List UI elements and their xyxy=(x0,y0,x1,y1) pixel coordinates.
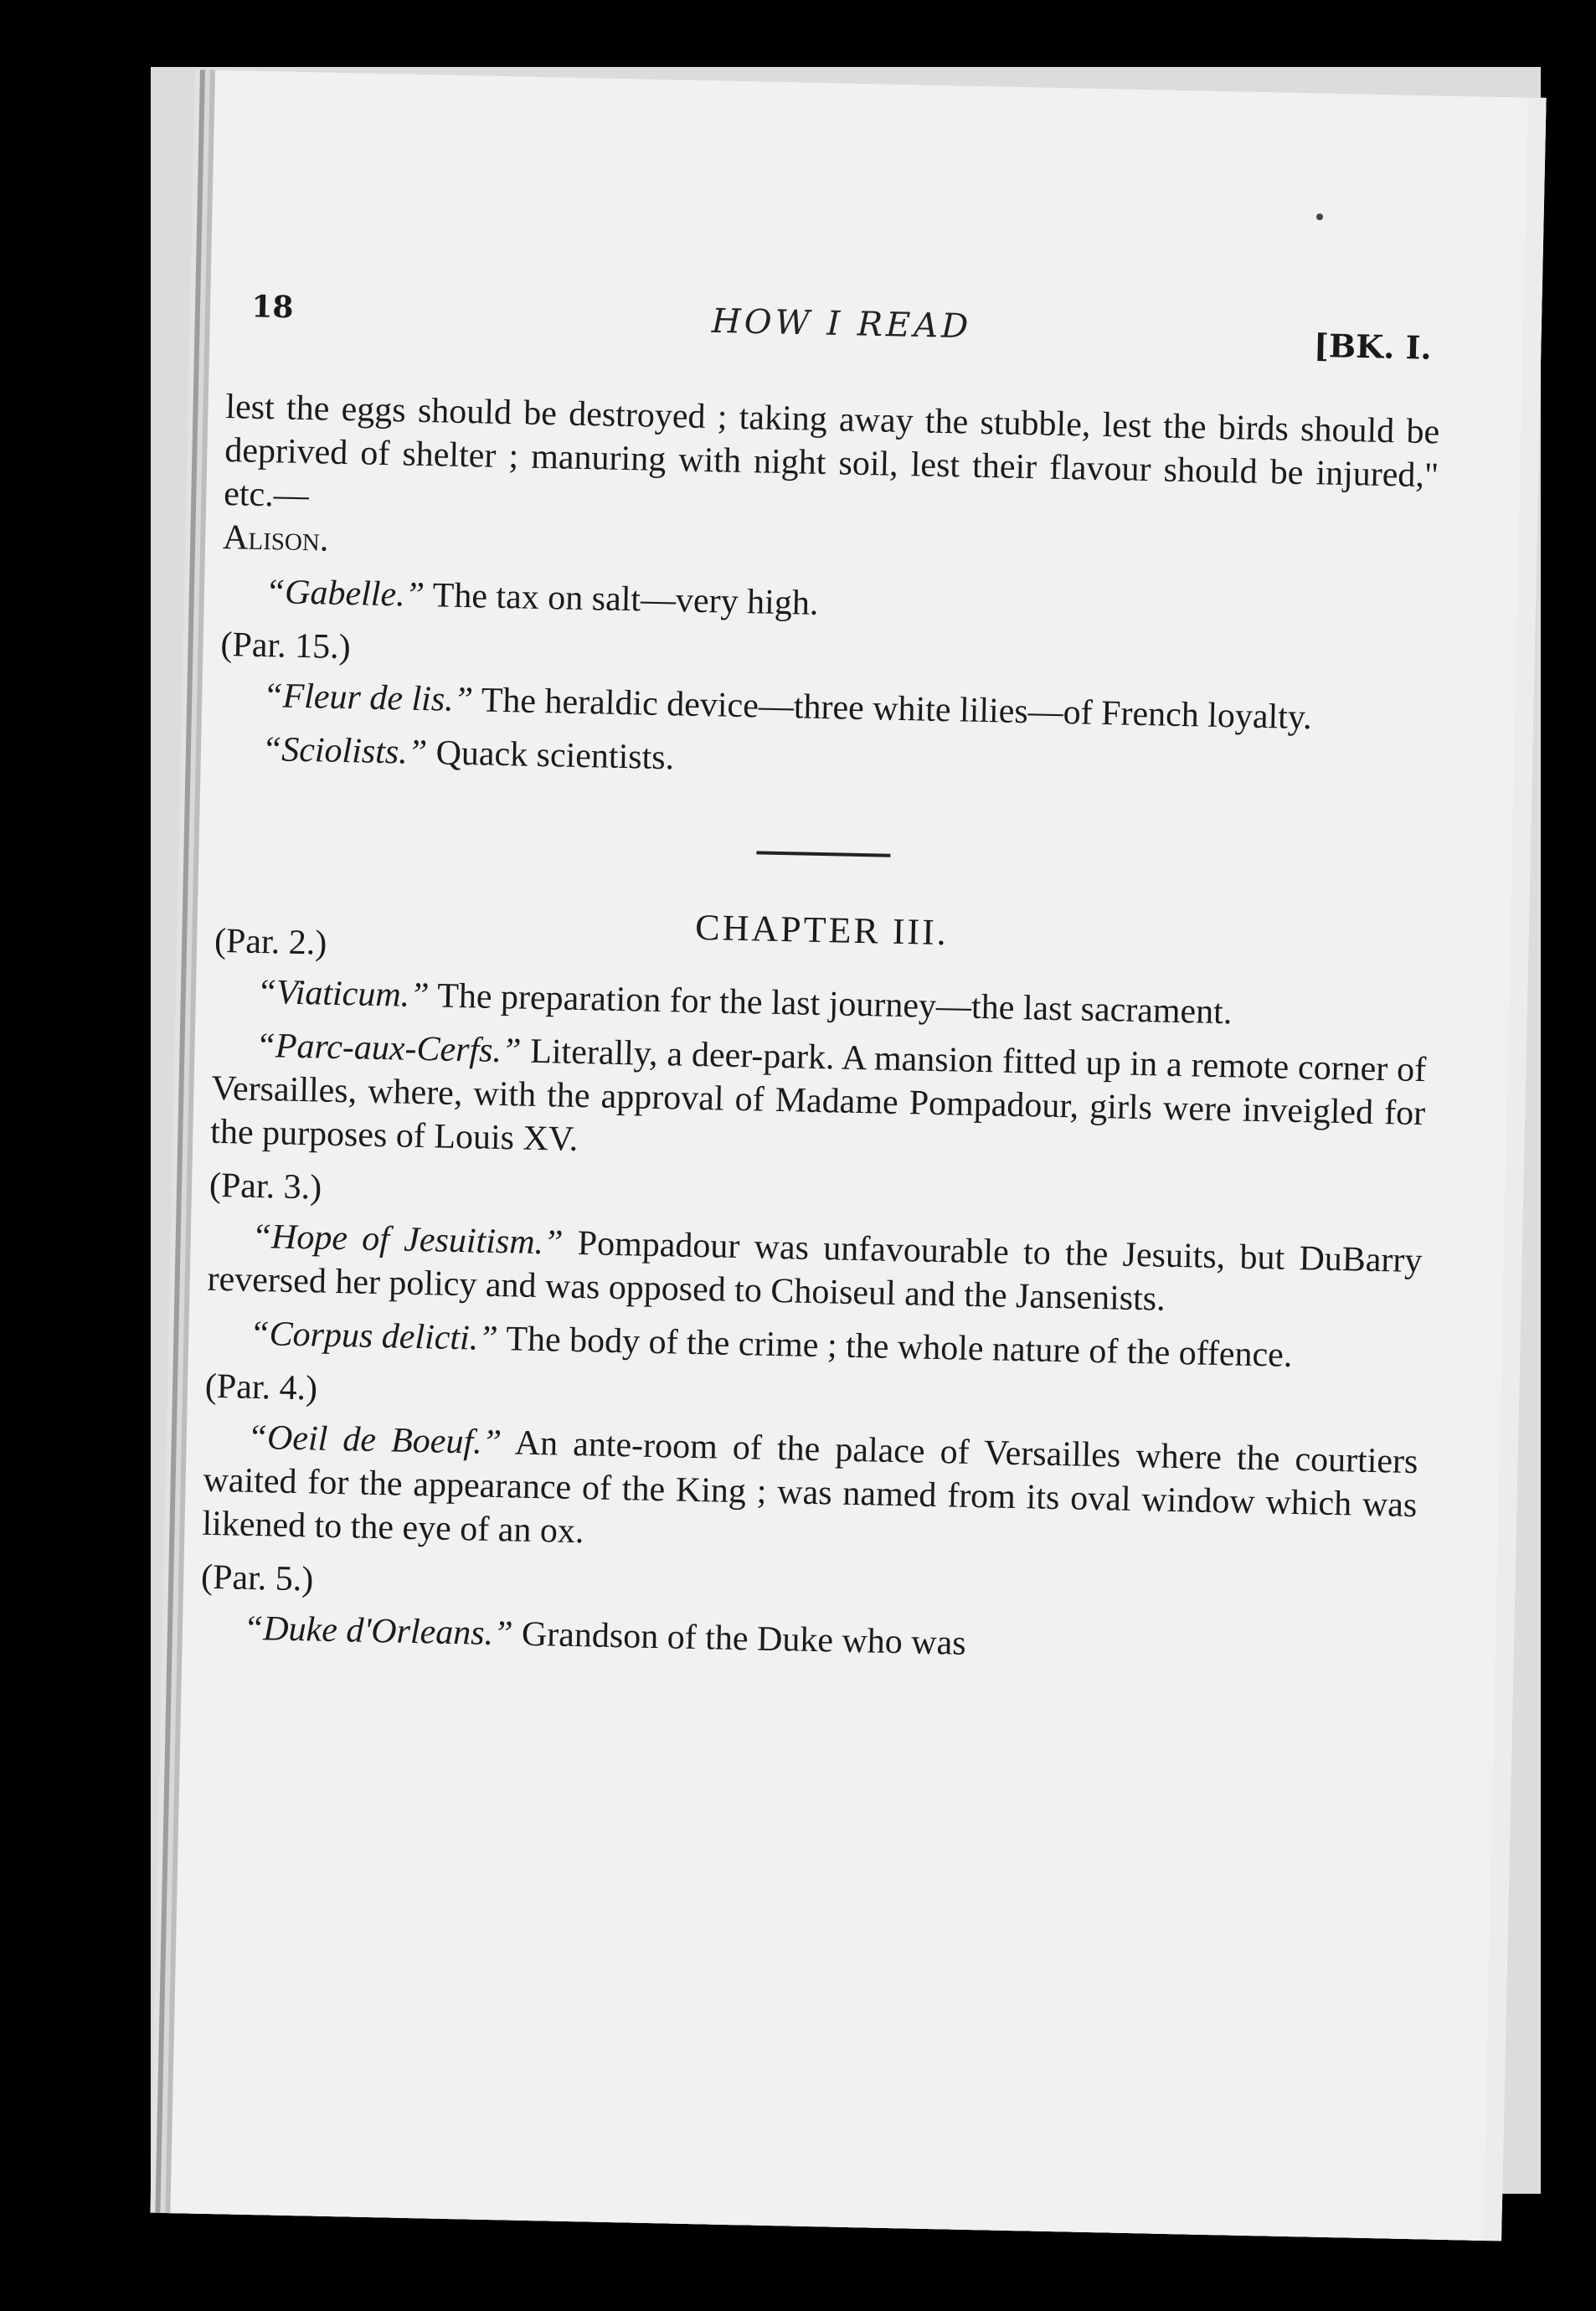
ink-speck xyxy=(1316,214,1323,220)
gloss-term: “Hope of Jesuitism.” xyxy=(251,1217,564,1263)
running-title: HOW I READ xyxy=(711,301,972,347)
gloss-hope-of-jesuitism: “Hope of Jesuitism.” Pompadour was unfavourable to the Jesuits, but DuBarry reversed her policy and was opposed to Choiseul and the Jansenists. xyxy=(207,1217,1423,1319)
author-name: Alison. xyxy=(222,517,329,559)
gloss-oeil-de-boeuf: “Oeil de Boeuf.” An ante-room of the palace of Versailles where the courtiers waited for the appearance of the King ; was named from its oval window which was likened to the eye of an ox. xyxy=(202,1418,1418,1552)
paragraph-reference: (Par. 2.) xyxy=(214,921,327,963)
gloss-term: “Parc-aux-Cerfs.” xyxy=(255,1026,522,1071)
gloss-sciolists: “Sciolists.” Quack scientists. xyxy=(261,729,675,778)
chapter-heading: CHAPTER III. xyxy=(694,906,950,954)
section-divider xyxy=(216,811,1431,879)
gloss-term: “Corpus delicti.” xyxy=(249,1314,499,1359)
gloss-term: “Viaticum.” xyxy=(256,972,430,1016)
paragraph-alison-quote: lest the eggs should be destroyed ; taking away the stubble, lest the birds should be deprived of shelter ; manuring with night soil, lest their flavour should be injured," etc.— Alison. xyxy=(222,387,1440,559)
paragraph-reference: (Par. 15.) xyxy=(220,625,352,667)
paragraph-reference: (Par. 5.) xyxy=(200,1557,314,1599)
gloss-term: “Sciolists.” xyxy=(261,729,428,773)
gloss-viaticum: “Viaticum.” The preparation for the last journey—the last sacrament. xyxy=(256,972,1233,1032)
gloss-term: “Oeil de Boeuf.” xyxy=(247,1418,502,1463)
gloss-term: “Duke d'Orleans.” xyxy=(243,1608,513,1654)
gloss-parc-aux-cerfs: “Parc-aux-Cerfs.” Literally, a deer-park. A mansion fitted up in a remote corner of Versailles, where, with the approval of Madame Pompadour, girls were inveigled for the purposes of Louis XV. xyxy=(209,1026,1427,1159)
gloss-corpus-delicti: “Corpus delicti.” The body of the crime ; the whole nature of the offence. xyxy=(249,1314,1293,1375)
book-reference: [BK. I. xyxy=(1313,326,1433,367)
paragraph-reference: (Par. 3.) xyxy=(209,1166,322,1207)
gloss-term: “Gabelle.” xyxy=(265,573,425,615)
divider-rule xyxy=(756,851,890,857)
page-body xyxy=(199,385,1440,1685)
page-number: 18 xyxy=(250,289,294,326)
gloss-gabelle: “Gabelle.” The tax on salt—very high. xyxy=(265,573,819,623)
gloss-duke-dorleans: “Duke d'Orleans.” Grandson of the Duke who was xyxy=(243,1608,967,1663)
gloss-term: “Fleur de lis.” xyxy=(262,677,474,720)
gloss-fleur-de-lis: “Fleur de lis.” The heraldic device—three white lilies—of French loyalty. xyxy=(262,677,1313,738)
paragraph-reference: (Par. 4.) xyxy=(204,1367,318,1408)
